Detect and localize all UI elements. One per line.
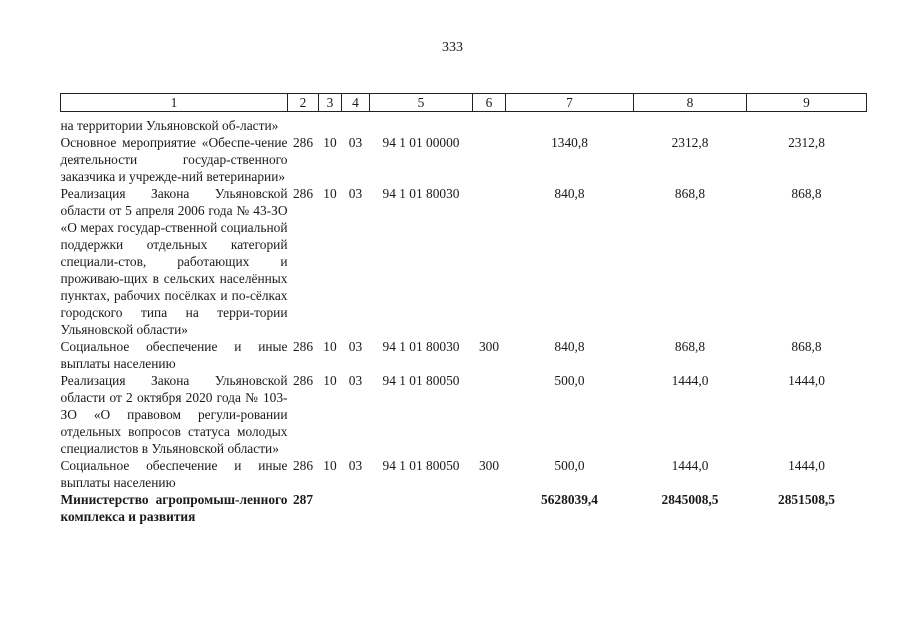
amount-col7-cell [506, 117, 634, 134]
table-row [61, 457, 867, 491]
amount-col8-cell: 2845008,5 [661, 492, 719, 507]
amount-col8-cell: 868,8 [674, 186, 706, 201]
column-header: 9 [747, 94, 867, 112]
grbs-cell [288, 117, 319, 134]
amount-col9-cell: 1444,0 [788, 458, 825, 473]
amount-col7-cell: 5628039,4 [541, 492, 598, 507]
row-name-cell: Социальное обеспечение и иные выплаты населению [60, 458, 288, 490]
column-header: 3 [319, 94, 342, 112]
table-body [61, 112, 867, 526]
budget-table [60, 93, 867, 525]
subsection-cell: 03 [348, 458, 363, 473]
amount-col9-cell: 1444,0 [788, 373, 825, 388]
row-name-cell: Министерство агропромыш-ленного комплекса и развития [60, 492, 288, 524]
amount-col9-cell: 868,8 [791, 186, 822, 201]
amount-col7-cell: 840,8 [554, 186, 585, 201]
target-article-cell: 94 1 01 80030 [382, 186, 460, 201]
target-article-cell: 94 1 01 80030 [382, 339, 460, 354]
amount-col8-cell: 1444,0 [671, 373, 709, 388]
amount-col9-cell: 2851508,5 [778, 492, 835, 507]
subsection-cell: 03 [348, 373, 363, 388]
column-header: 2 [288, 94, 319, 112]
amount-col8-cell [634, 117, 747, 134]
amount-col8-cell: 868,8 [674, 339, 706, 354]
table-row [61, 491, 867, 525]
table-row [61, 372, 867, 457]
column-number-header-row [61, 94, 867, 112]
table-row [61, 117, 867, 134]
subsection-cell [342, 117, 370, 134]
row-name-cell: на территории Ульяновской об-ласти» [60, 118, 279, 133]
row-name-cell: Реализация Закона Ульяновской области от 5 апреля 2006 года № 43-ЗО «О мерах государ-ственной социальной поддержки отдельных категорий специали-стов, работающих и проживаю-щих в сельских населённых пунктах, рабочих посёлках и по-сёлках городского типа на терри-тории Ульяновской области» [60, 186, 288, 337]
section-cell [319, 117, 342, 134]
expense-type-cell [473, 185, 506, 338]
subsection-cell: 03 [348, 135, 363, 150]
column-header: 8 [634, 94, 747, 112]
expense-type-cell: 300 [478, 458, 500, 473]
section-cell: 10 [323, 458, 337, 473]
amount-col8-cell: 1444,0 [671, 458, 709, 473]
row-name-cell: Реализация Закона Ульяновской области от 2 октября 2020 года № 103-ЗО «О правовом регули-ровании отдельных вопросов статуса молодых специалистов в Ульяновской области» [60, 373, 288, 456]
expense-type-cell [473, 491, 506, 525]
grbs-cell: 287 [292, 492, 314, 507]
subsection-cell: 03 [348, 339, 363, 354]
grbs-cell: 286 [292, 373, 314, 388]
section-cell: 10 [323, 186, 337, 201]
target-article-cell: 94 1 01 80050 [382, 458, 460, 473]
section-cell: 10 [323, 339, 337, 354]
expense-type-cell: 300 [478, 339, 500, 354]
target-article-cell [370, 491, 473, 525]
row-name-cell: Социальное обеспечение и иные выплаты населению [60, 339, 288, 371]
subsection-cell [342, 491, 370, 525]
page-number: 333 [442, 40, 463, 55]
section-cell: 10 [323, 373, 337, 388]
amount-col7-cell: 500,0 [554, 373, 585, 388]
grbs-cell: 286 [292, 339, 314, 354]
expense-type-cell [473, 372, 506, 457]
grbs-cell: 286 [292, 458, 314, 473]
section-cell: 10 [323, 135, 337, 150]
subsection-cell: 03 [348, 186, 363, 201]
amount-col9-cell: 868,8 [791, 339, 822, 354]
amount-col9-cell: 2312,8 [788, 135, 825, 150]
amount-col7-cell: 500,0 [554, 458, 585, 473]
expense-type-cell [473, 134, 506, 185]
target-article-cell: 94 1 01 80050 [382, 373, 460, 388]
table-row [61, 338, 867, 372]
target-article-cell: 94 1 01 00000 [382, 135, 460, 150]
column-header: 7 [506, 94, 634, 112]
column-header: 1 [61, 94, 288, 112]
table-row [61, 185, 867, 338]
column-header: 5 [370, 94, 473, 112]
amount-col9-cell [747, 117, 867, 134]
amount-col8-cell: 2312,8 [671, 135, 709, 150]
grbs-cell: 286 [292, 135, 314, 150]
row-name-cell: Основное мероприятие «Обеспе-чение деятельности государ-ственного заказчика и учрежде-ний ветеринарии» [60, 135, 288, 184]
column-header: 6 [473, 94, 506, 112]
amount-col7-cell: 840,8 [554, 339, 585, 354]
column-header: 4 [342, 94, 370, 112]
section-cell [319, 491, 342, 525]
target-article-cell [370, 117, 473, 134]
table-row [61, 134, 867, 185]
amount-col7-cell: 1340,8 [551, 135, 588, 150]
grbs-cell: 286 [292, 186, 314, 201]
expense-type-cell [473, 117, 506, 134]
